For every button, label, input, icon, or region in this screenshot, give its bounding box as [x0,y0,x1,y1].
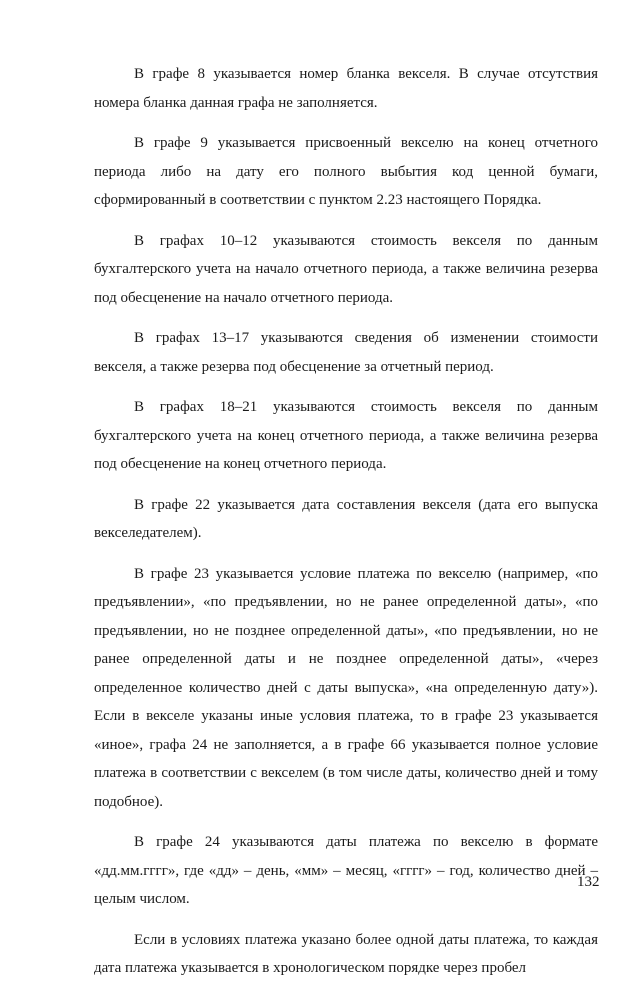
paragraph-graph-23: В графе 23 указывается условие платежа по векселю (например, «по предъявлении», «по предъявлении, но не ранее определенной даты», «по предъявлении, но не позднее определенной даты», «по предъявлении, но не ранее определенной даты и не позднее определенной даты», «через определенное количество дней с даты выпуска», «на определенную дату»). Если в векселе указаны иные условия платежа, то в графе 23 указывается «иное», графа 24 не заполняется, а в графе 66 указывается полное условие платежа в соответствии с векселем (в том числе даты, количество дней и тому подобное). [94,565,598,810]
paragraph-graph-24: В графе 24 указываются даты платежа по векселю в формате «дд.мм.гггг», где «дд» – день, «мм» – месяц, «гггг» – год, количество дней – целым числом. [94,834,598,907]
paragraph-graph-22: В графе 22 указывается дата составления векселя (дата его выпуска векселедателем). [94,496,598,541]
paragraph-graph-9: В графе 9 указывается присвоенный векселю на конец отчетного периода либо на дату его полного выбытия код ценной бумаги, сформированный в соответствии с пунктом 2.23 настоящего Порядка. [94,135,598,208]
paragraph-graph-8: В графе 8 указывается номер бланка векселя. В случае отсутствия номера бланка данная графа не заполняется. [94,66,598,111]
paragraph-graphs-13-17: В графах 13–17 указываются сведения об изменении стоимости векселя, а также резерва под обесценение за отчетный период. [94,330,598,375]
paragraph-graphs-10-12: В графах 10–12 указываются стоимость векселя по данным бухгалтерского учета на начало отчетного периода, а также величина резерва под обесценение на начало отчетного периода. [94,232,598,306]
document-page [94,60,598,995]
paragraph-graphs-18-21: В графах 18–21 указываются стоимость векселя по данным бухгалтерского учета на конец отчетного периода, а также величина резерва под обесценение на конец отчетного периода. [94,399,598,472]
paragraph-payment-dates: Если в условиях платежа указано более одной даты платежа, то каждая дата платежа указывается в хронологическом порядке через пробел [94,931,598,976]
page-number: 132 [577,874,600,890]
